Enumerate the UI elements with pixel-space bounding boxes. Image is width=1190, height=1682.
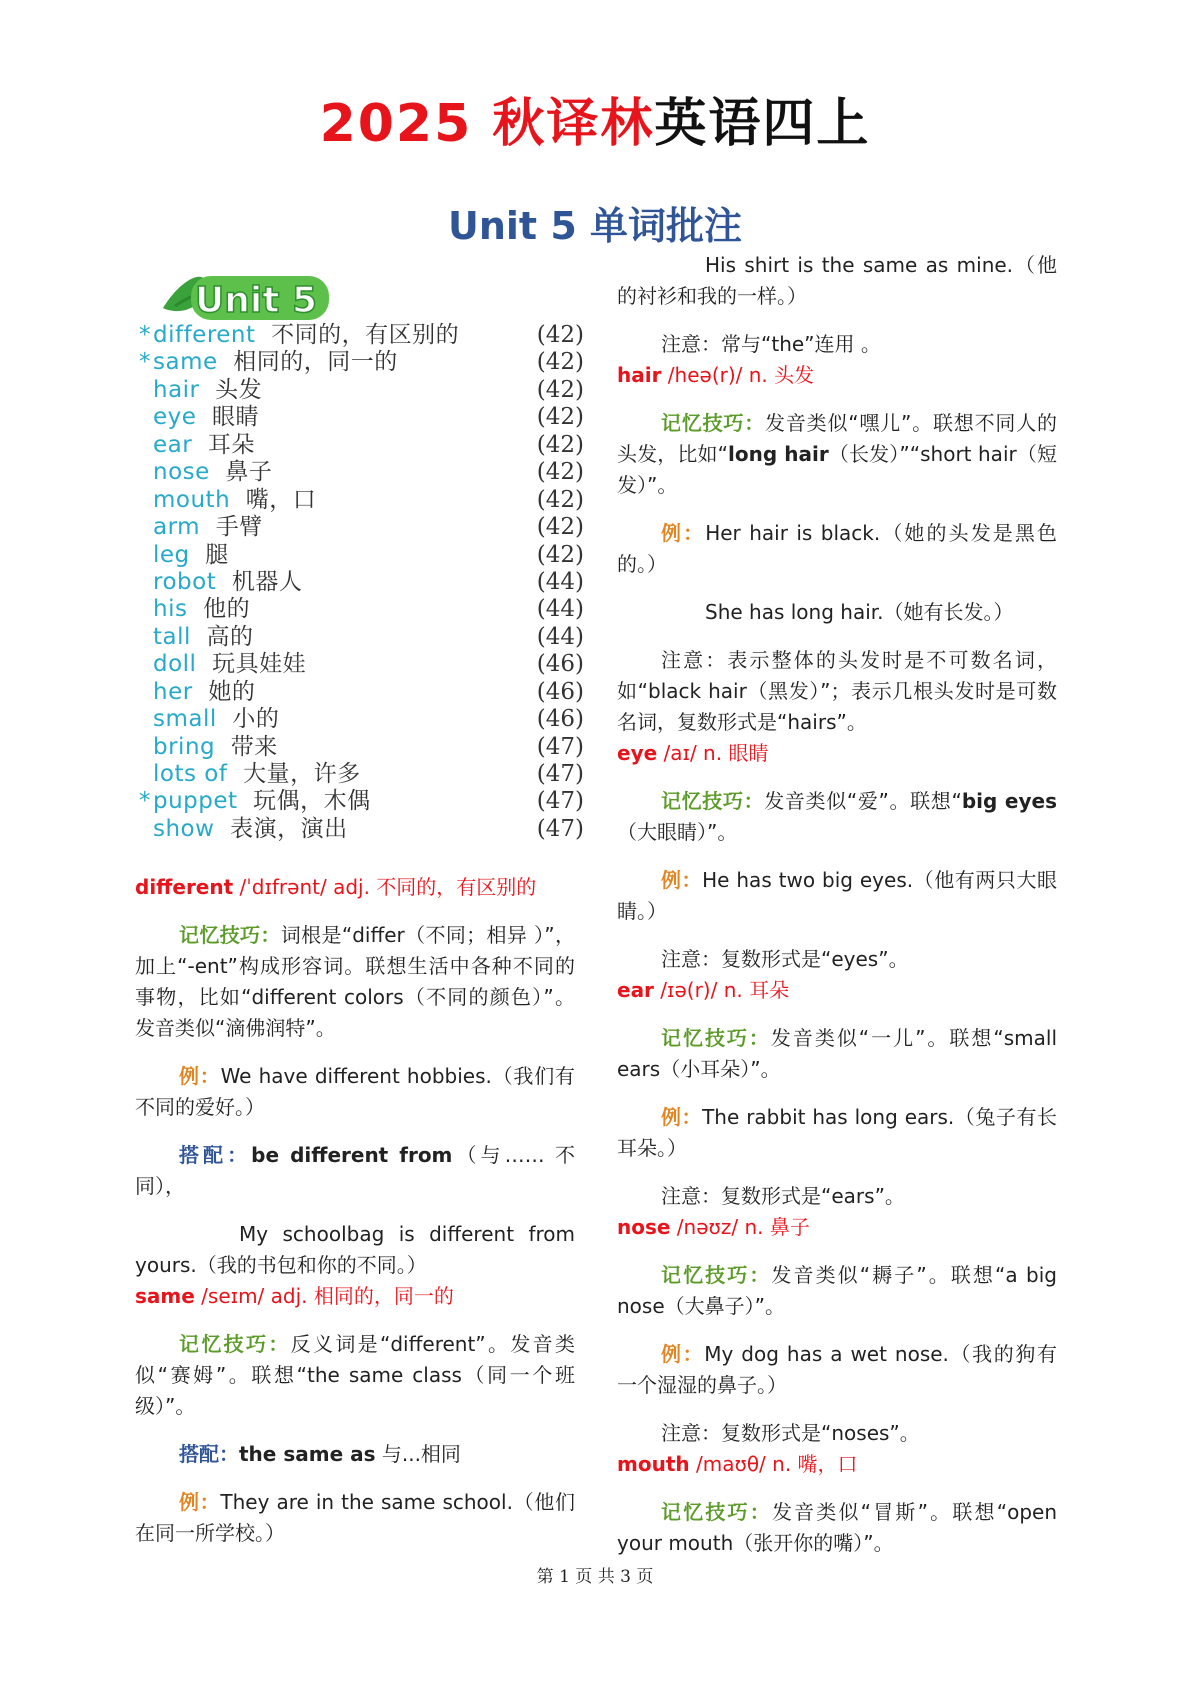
word-en: mouth	[153, 486, 231, 513]
title-black-part: 英语四上	[654, 94, 871, 154]
word-cn: 表演，演出	[230, 815, 348, 842]
word-cn: 耳朵	[207, 431, 255, 458]
word-list-item	[139, 487, 584, 514]
word-en: tall	[153, 623, 191, 650]
memory-tip: 记忆技巧：发音类似“冒斯”。联想“open your mouth（张开你的嘴）”。	[617, 1500, 1057, 1555]
example: 例：He has two big eyes.（他有两只大眼睛。）	[617, 868, 1058, 923]
word-page: (42)	[536, 459, 584, 486]
word-page: (44)	[536, 568, 584, 595]
memory-tip: 记忆技巧：发音类似“耨子”。联想“a big nose（大鼻子）”。	[617, 1263, 1057, 1318]
word-list-item	[139, 542, 584, 569]
example: 例：We have different hobbies.（我们有不同的爱好。）	[135, 1064, 576, 1119]
word-cn: 机器人	[231, 568, 303, 595]
entry-heading-same: same /seɪm/ adj. 相同的，同一的	[135, 1284, 454, 1308]
word-list-item	[139, 514, 584, 541]
word-page: (42)	[536, 514, 584, 541]
word-list	[139, 322, 584, 843]
example: 例：My dog has a wet nose.（我的狗有一个湿湿的鼻子。）	[617, 1342, 1057, 1397]
memory-tip: 记忆技巧：发音类似“爱”。联想“big eyes（大眼睛）”。	[617, 789, 1057, 844]
word-cn: 腿	[205, 541, 229, 568]
word-list-item	[139, 569, 584, 596]
collocation-example: My schoolbag is different from yours.（我的书包和你的不同。）	[135, 1222, 575, 1277]
word-page: (42)	[536, 349, 584, 376]
entry-heading-nose: nose /nəʊz/ n. 鼻子	[617, 1215, 810, 1239]
word-cn: 大量，许多	[243, 761, 361, 787]
word-en: puppet	[153, 788, 238, 815]
word-en: bring	[153, 733, 216, 760]
title-red-part: 2025 秋译林	[319, 94, 655, 154]
note: 注意：复数形式是“noses”。	[661, 1421, 920, 1445]
word-en: lots of	[153, 761, 228, 787]
entry-heading-eye: eye /aɪ/ n. 眼睛	[617, 741, 769, 765]
word-cn: 她的	[208, 678, 256, 705]
word-cn: 相同的，同一的	[233, 349, 398, 376]
word-list-item: * different 不同的，有区别的 (42)	[139, 322, 584, 348]
word-page: (44)	[536, 623, 584, 650]
word-en: robot	[153, 568, 217, 595]
word-en: doll	[153, 651, 197, 678]
page-title	[0, 88, 1190, 160]
word-list-item	[139, 816, 584, 843]
memory-tip: 记忆技巧：发音类似“一儿”。联想“small ears（小耳朵）”。	[617, 1026, 1057, 1081]
word-list-item	[139, 596, 584, 623]
word-list-item	[139, 679, 584, 706]
word-en: eye	[153, 404, 197, 431]
entry-heading-mouth: mouth /maʊθ/ n. 嘴，口	[617, 1452, 858, 1476]
note: 注意：表示整体的头发时是不可数名词，如“black hair（黑发）”；表示几根头发时是可数名词，复数形式是“hairs”。	[617, 648, 1057, 734]
right-column	[617, 250, 1057, 1559]
word-cn: 玩偶，木偶	[253, 788, 371, 815]
memory-tip: 记忆技巧：词根是“differ（不同；相异 ）”，加上“-ent”构成形容词。联想生活中各种不同的事物，比如“different colors（不同的颜色）”。发音类似“滴佛润特”。	[135, 923, 576, 1040]
word-cn: 眼睛	[212, 404, 260, 431]
word-page: (42)	[536, 486, 584, 513]
word-list-item	[139, 377, 584, 404]
note: 注意：复数形式是“ears”。	[661, 1184, 905, 1208]
example: 例：They are in the same school.（他们在同一所学校。）	[135, 1490, 575, 1545]
word-page: (46)	[536, 651, 584, 678]
word-page: (42)	[536, 541, 584, 568]
word-en: small	[153, 706, 217, 733]
word-page: (42)	[536, 376, 584, 403]
word-page: (47)	[536, 788, 584, 815]
word-page: (46)	[536, 706, 584, 733]
word-cn: 高的	[206, 623, 254, 650]
word-list-item: * puppet 玩偶，木偶 (47)	[139, 788, 584, 815]
memory-tip: 记忆技巧：发音类似“嘿儿”。联想不同人的头发，比如“long hair（长发）”“short hair（短发）”。	[617, 411, 1058, 497]
word-en: arm	[153, 514, 201, 541]
note: 注意：常与“the”连用 。	[661, 332, 881, 356]
word-en: his	[153, 596, 188, 623]
example: 例：The rabbit has long ears.（兔子有长耳朵。）	[617, 1105, 1057, 1160]
collocation: 搭配：be different from（与…… 不同），	[135, 1143, 575, 1198]
word-cn: 玩具娃娃	[212, 651, 307, 678]
word-en: ear	[153, 431, 193, 458]
word-page: (44)	[536, 596, 584, 623]
word-cn: 他的	[203, 596, 251, 623]
word-cn: 带来	[230, 733, 278, 760]
badge-text: Unit 5	[195, 280, 317, 321]
example: 例：Her hair is black.（她的头发是黑色的。）	[617, 521, 1057, 576]
word-cn: 头发	[215, 376, 263, 403]
word-list-item	[139, 651, 584, 678]
note: 注意：复数形式是“eyes”。	[661, 947, 909, 971]
word-en: nose	[153, 459, 210, 486]
word-cn: 不同的，有区别的	[271, 322, 460, 348]
unit-badge	[155, 262, 335, 326]
word-list-item	[139, 706, 584, 733]
word-list-item	[139, 734, 584, 761]
word-list-item	[139, 761, 584, 788]
word-page: (47)	[536, 761, 584, 787]
word-list-item	[139, 404, 584, 431]
word-en: same	[153, 349, 218, 376]
word-cn: 手臂	[215, 514, 263, 541]
entry-heading-ear: ear /ɪə(r)/ n. 耳朵	[617, 978, 790, 1002]
page-footer: 第 1 页 共 3 页	[536, 1567, 654, 1587]
entry-heading-different: different /ˈdɪfrənt/ adj. 不同的，有区别的	[135, 875, 537, 899]
left-column	[135, 872, 575, 1549]
word-page: (47)	[536, 815, 584, 842]
page-subtitle: Unit 5 单词批注	[448, 204, 742, 248]
entry-heading-hair: hair /heə(r)/ n. 头发	[617, 363, 815, 387]
word-page: (46)	[536, 678, 584, 705]
word-cn: 嘴，口	[245, 486, 317, 513]
word-en: leg	[153, 541, 190, 568]
word-en: different	[153, 322, 256, 348]
word-cn: 鼻子	[225, 459, 273, 486]
memory-tip: 记忆技巧：反义词是“different”。发音类似“赛姆”。联想“the same class（同一个班级）”。	[135, 1332, 575, 1418]
word-page: (42)	[536, 431, 584, 458]
word-cn: 小的	[232, 706, 280, 733]
word-list-item: * same 相同的，同一的 (42)	[139, 349, 584, 376]
word-en: hair	[153, 376, 200, 403]
example-continued: His shirt is the same as mine.（他的衬衫和我的一样。）	[617, 253, 1057, 308]
word-en: show	[153, 815, 215, 842]
word-list-item	[139, 432, 584, 459]
word-page: (42)	[536, 322, 584, 348]
collocation: 搭配：the same as 与...相同	[179, 1442, 461, 1466]
word-page: (47)	[536, 733, 584, 760]
word-list-item	[139, 624, 584, 651]
word-list-item	[139, 459, 584, 486]
word-en: her	[153, 678, 193, 705]
example: She has long hair.（她有长发。）	[705, 600, 1014, 624]
word-page: (42)	[536, 404, 584, 431]
